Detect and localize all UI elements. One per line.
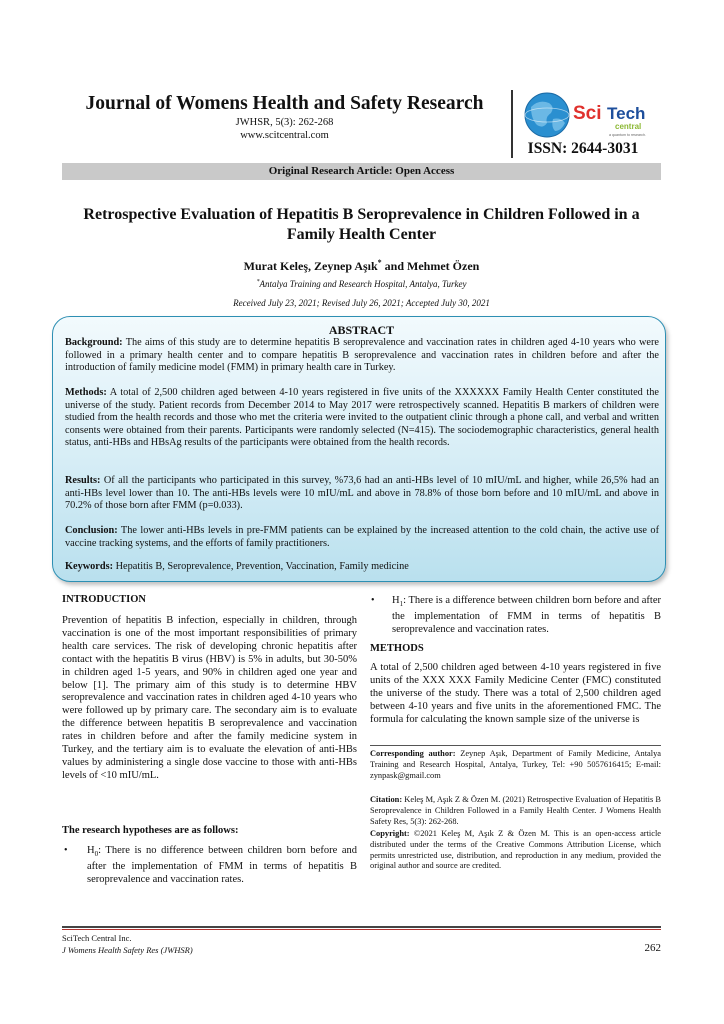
h1-text: : There is a difference between children born before and after the implementation of FMM in terms of hepatitis B seroprevalence and vaccination rates. <box>392 595 661 635</box>
corresponding-author-text: Zeynep Aşık, Department of Family Medicine, Antalya Training and Research Hospital, Antalya, Turkey, Tel: +90 5057616415; E-mail: zynpask@gmail.com <box>370 749 661 780</box>
copyright-note <box>370 829 661 872</box>
corresponding-author-note <box>370 749 661 781</box>
corresponding-marker: * <box>377 258 382 267</box>
bullet-icon: • <box>371 595 375 606</box>
logo-central: central <box>615 122 642 131</box>
affiliation-text: Antalya Training and Research Hospital, Antalya, Turkey <box>259 279 467 289</box>
abstract-background-text: The aims of this study are to determine hepatitis B seroprevalence and vaccination rates in children aged 4-10 years who were followed in a primary health center and to compare hepatitis B seroprevalence and vaccination rates in children before and after the introduction of family medicine model (FMM) in primary health care in Turkey. <box>65 337 659 374</box>
footnote-divider <box>370 745 661 746</box>
citation-text: Keleş M, Aşık Z & Özen M. (2021) Retrospective Evaluation of Hepatitis B Seroprevalence in Children Followed in a Family Health Center. J Womens Health Safety Res, 5(3): 262-268. <box>370 795 661 826</box>
article-dates: Received July 23, 2021; Revised July 26, 2021; Accepted July 30, 2021 <box>233 298 490 308</box>
introduction-heading: INTRODUCTION <box>62 594 147 605</box>
abstract-keywords-label: Keywords: <box>65 561 114 572</box>
author-list <box>62 258 661 274</box>
authors-part-b: and Mehmet Özen <box>381 259 480 273</box>
hypotheses-heading: The research hypotheses are as follows: <box>62 825 239 836</box>
h0-text: : There is no difference between children born before and after the implementation of FMM in terms of hepatitis B seroprevalence and vaccination rates. <box>87 845 357 885</box>
methods-heading: METHODS <box>370 643 424 654</box>
footer-divider-accent <box>62 929 661 931</box>
authors-part-a: Murat Keleş, Zeynep Aşık <box>243 259 378 273</box>
h0-label: H <box>87 845 95 856</box>
abstract-conclusion-label: Conclusion: <box>65 525 118 536</box>
globe-icon <box>525 93 569 137</box>
abstract-methods-label: Methods: <box>65 387 107 398</box>
abstract-methods-text: A total of 2,500 children aged between 4-10 years registered in five units of the XXXXXX Family Health Center constituted the universe of the study. Patient records from December 2014 to May 2017 were retrospectively scanned. Hepatitis B markers of children were studied from the health records and those who met the criteria were invited to the outpatient clinic through a phone call, and verbal and written consents were obtained from their parents. Participants were randomly selected (N=415). The sociodemographic characteristics, general health status, anti-HBs and HBsAg results of the participants were obtained from the health records. <box>65 387 659 449</box>
methods-text: A total of 2,500 children aged between 4-10 years registered in five units of the XXX XXX Family Medicine Center (FMC) constituted the universe of the study. There was a total of 2,500 children aged between 4-10 years and five units in the aforementioned FMC. The formula for calculating the known sample size of the universe is <box>370 662 661 725</box>
article-type-bar: Original Research Article: Open Access <box>62 163 661 180</box>
journal-website[interactable]: www.scitcentral.com <box>240 130 329 141</box>
page-number: 262 <box>644 942 661 954</box>
abstract-results <box>65 475 659 513</box>
abstract-conclusion <box>65 525 659 550</box>
h1-label: H <box>392 595 400 606</box>
h1-subscript: 1 <box>399 600 404 609</box>
affiliation <box>62 279 661 289</box>
abstract-results-label: Results: <box>65 475 101 486</box>
logo-sci: Sci <box>573 103 602 124</box>
copyright-text: ©2021 Keleş M, Aşık Z & Özen M. This is an open-access article distributed under the terms of the Creative Commons Attribution License, which permits unrestricted use, distribution, and reproduction in any medium, provided the original author and source are credited. <box>370 829 661 871</box>
issn: ISSN: 2644-3031 <box>527 140 639 157</box>
copyright-label: Copyright: <box>370 829 410 838</box>
logo-tagline: a quantum to research. <box>609 133 646 137</box>
footer-journal-abbrev: J Womens Health Safety Res (JWHSR) <box>62 945 193 955</box>
abstract-keywords <box>65 561 659 574</box>
article-title: Retrospective Evaluation of Hepatitis B Seroprevalence in Children Followed in a Family Health Center <box>83 206 640 243</box>
bullet-icon: • <box>64 845 68 856</box>
hypothesis-h1 <box>392 595 661 637</box>
abstract-keywords-text: Hepatitis B, Seroprevalence, Prevention, Vaccination, Family medicine <box>113 561 409 572</box>
abstract-results-text: Of all the participants who participated in this survey, %73,6 had an anti-HBs level of 10 mIU/mL and higher, while 26,5% had an anti-HBs level lower than 10. The anti-HBs levels were 10 mIU/mL and above in 78.8% of those born before and 10 mIU/mL and above in 70.2% of those born after FMM (p=0.033). <box>65 475 659 512</box>
logo-tech: Tech <box>607 104 646 123</box>
abstract-methods <box>65 387 659 450</box>
journal-title: Journal of Womens Health and Safety Research <box>85 93 484 114</box>
scitech-central-logo <box>523 89 653 141</box>
introduction-text: Prevention of hepatitis B infection, especially in children, through vaccination is one of the most important responsibilities of primary health care services. The risk of developing chronic hepatitis after contact with the hepatitis B virus (HBV) is 5% in adults, but 30-50% in children aged 1-5 years, and 90% in children aged one year and below [1]. The primary aim of this study is to determine HBV seroprevalence and vaccination rates in children aged 4-10 years who were followed up by primary care. The secondary aim is to evaluate the difference between hepatitis B seroprevalence and vaccination rates in children before and after the family medicine system in Turkey, and the tertiary aim is to evaluate the elevation of anti-HBs values by administering a single dose vaccine to those with anti-HBs levels of <10 mIU/mL. <box>62 615 357 781</box>
citation-label: Citation: <box>370 795 403 804</box>
abstract-heading: ABSTRACT <box>328 323 395 337</box>
abstract-background <box>65 337 659 375</box>
corresponding-author-label: Corresponding author: <box>370 749 456 758</box>
h0-subscript: 0 <box>94 850 99 859</box>
footer-publisher: SciTech Central Inc. <box>62 933 132 943</box>
citation-note <box>370 795 661 827</box>
hypothesis-h0 <box>87 845 357 887</box>
abstract-conclusion-text: The lower anti-HBs levels in pre-FMM patients can be explained by the increased attention to the cold chain, the active use of vaccine tracking systems, and the efforts of family practitioners. <box>65 525 659 549</box>
footer-divider <box>62 926 661 928</box>
abstract-background-label: Background: <box>65 337 123 348</box>
journal-issue: JWHSR, 5(3): 262-268 <box>235 117 334 128</box>
affiliation-marker: * <box>256 279 260 285</box>
